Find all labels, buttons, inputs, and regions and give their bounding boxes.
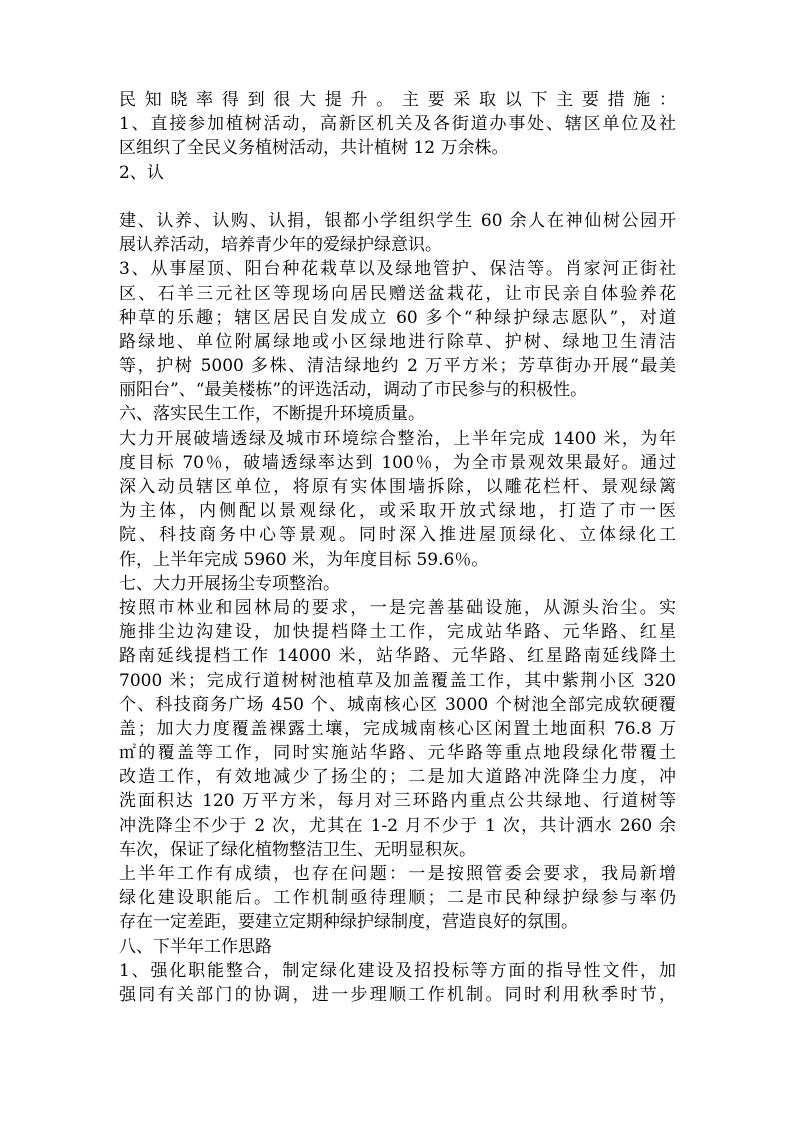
section-heading: 六、落实民生工作，不断提升环境质量。 (119, 404, 425, 425)
text-line: 区、石羊三元社区等现场向居民赠送盆栽花，让市民亲自体验养花 (119, 283, 676, 304)
text-line: 改造工作，有效地减少了扬尘的；二是加大道路冲洗降尘力度，冲 (119, 767, 676, 788)
text-line: 大力开展破墙透绿及城市环境综合整治，上半年完成 1400 米，为年 (119, 428, 676, 449)
text-line: 深入动员辖区单位，将原有实体围墙拆除，以雕花栏杆、景观绿篱 (119, 477, 676, 497)
text-line: 存在一定差距，要建立定期种绿护绿制度，营造良好的氛围。 (119, 912, 578, 933)
text-line: 洗面积达 120 万平方米，每月对三环路内重点公共绿地、行道树等 (119, 791, 676, 812)
section-heading: 八、下半年工作思路 (119, 936, 272, 957)
blank-line (119, 185, 676, 209)
text-line: 种草的乐趣；辖区居民自发成立 60 多个“种绿护绿志愿队”，对道 (119, 307, 676, 328)
document-body (119, 88, 676, 1007)
text-line: 3、从事屋顶、阳台种花栽草以及绿地管护、保洁等。肖家河正街社 (119, 259, 676, 280)
text-line: 个、科技商务广场 450 个、城南核心区 3000 个树池全部完成软硬覆 (119, 694, 676, 715)
text-line: 为主体，内侧配以景观绿化，或采取开放式绿地，打造了市一医 (119, 501, 676, 522)
text-line: 1、强化职能整合，制定绿化建设及招投标等方面的指导性文件，加 (119, 960, 676, 981)
section-heading: 七、大力开展扬尘专项整治。 (119, 573, 340, 594)
text-line: 度目标 70％，破墙透绿率达到 100％，为全市景观效果最好。通过 (119, 452, 676, 473)
text-line: 1、直接参加植树活动，高新区机关及各街道办事处、辖区单位及社 (119, 114, 676, 135)
text-line: 区组织了全民义务植树活动，共计植树 12 万余株。 (119, 138, 509, 159)
text-line: 作，上半年完成 5960 米，为年度目标 59.6％。 (119, 549, 489, 570)
text-line: 建、认养、认购、认捐，银都小学组织学生 60 余人在神仙树公园开 (119, 210, 676, 231)
text-line: 路南延线提档工作 14000 米，站华路、元华路、红星路南延线降土 (119, 646, 676, 667)
text-line: 施排尘边沟建设，加快提档降土工作，完成站华路、元华路、红星 (119, 622, 676, 643)
text-line: 等，护树 5000 多株、清洁绿地约 2 万平方米；芳草街办开展“最美 (119, 356, 676, 377)
text-line: 民知晓率得到很大提升。主要采取以下主要措施： (119, 90, 676, 110)
text-line: 冲洗降尘不少于 2 次，尤其在 1-2 月不少于 1 次，共计洒水 260 余 (119, 815, 676, 836)
text-line: 绿化建设职能后。工作机制亟待理顺；二是市民种绿护绿参与率仍 (119, 888, 676, 909)
text-line: 展认养活动，培养青少年的爱绿护绿意识。 (119, 235, 442, 256)
text-line: 丽阳台”、“最美楼栋”的评选活动，调动了市民参与的积极性。 (119, 380, 588, 401)
text-line: ㎡的覆盖等工作，同时实施站华路、元华路等重点地段绿化带覆土 (119, 743, 676, 764)
text-line: 按照市林业和园林局的要求，一是完善基础设施，从源头治尘。实 (119, 597, 676, 618)
text-line: 盖；加大力度覆盖裸露土壤，完成城南核心区闲置土地面积 76.8 万 (119, 718, 676, 739)
text-line: 7000 米；完成行道树树池植草及加盖覆盖工作，其中紫荆小区 320 (119, 670, 676, 691)
text-line: 强同有关部门的协调，进一步理顺工作机制。同时利用秋季时节， (119, 984, 676, 1005)
text-line: 院、科技商务中心等景观。同时深入推进屋顶绿化、立体绿化工 (119, 525, 676, 546)
text-line: 车次，保证了绿化植物整洁卫生、无明显积灰。 (119, 839, 476, 860)
text-line: 上半年工作有成绩，也存在问题：一是按照管委会要求，我局新增 (119, 864, 676, 884)
text-line: 2、认 (119, 162, 164, 183)
text-line: 路绿地、单位附属绿地或小区绿地进行除草、护树、绿地卫生清洁 (119, 331, 676, 352)
